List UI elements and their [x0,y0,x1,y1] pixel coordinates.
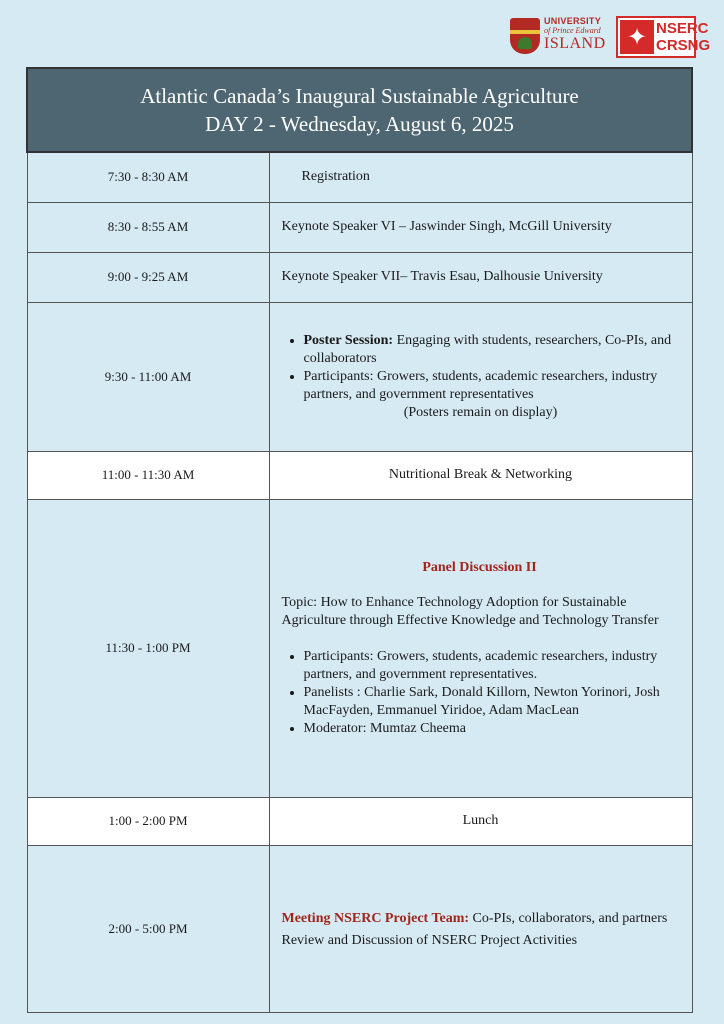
time-cell: 2:00 - 5:00 PM [27,845,269,1012]
schedule-table [26,67,693,1013]
event-cell [269,499,692,797]
table-row [27,202,692,252]
list-item: • Participants: Growers, students, academic researchers, industry partners, and government representatives [304,368,692,404]
panel-topic: Topic: How to Enhance Technology Adoption for Sustainable Agriculture through Effective Knowledge and Technology Transfer [281,595,659,628]
nserc-meeting-heading: Meeting NSERC Project Team: [281,910,470,926]
list-item: • Moderator: Mumtaz Cheema [304,720,678,738]
poster-session-label: Poster Session: [303,332,394,348]
table-row [27,252,692,302]
event-cell: Lunch [269,797,692,845]
event-cell [269,302,692,451]
nserc-logo-line2: CRSNG [656,37,711,54]
panel-list [282,648,678,738]
time-cell: 8:30 - 8:55 AM [27,202,269,252]
event-cell: Keynote Speaker VI – Jaswinder Singh, McGill University [269,202,692,252]
time-cell: 7:30 - 8:30 AM [27,152,269,202]
upei-logo-line1: UNIVERSITY [544,16,602,26]
poster-session-desc: Engaging with students, researchers, Co-PIs, and collaborators [303,332,672,366]
page-title: Atlantic Canada’s Inaugural Sustainable Agriculture [140,84,579,108]
list-item [304,332,692,368]
event-cell [269,845,692,1012]
nserc-logo-line1: NSERC [656,20,709,37]
time-cell: 11:30 - 1:00 PM [27,499,269,797]
poster-session-list [282,332,692,404]
upei-logo-line3: ISLAND [544,35,606,52]
upei-logo [508,16,608,58]
time-cell: 9:30 - 11:00 AM [27,302,269,451]
event-cell: Keynote Speaker VII– Travis Esau, Dalhousie University [269,252,692,302]
poster-note: (Posters remain on display) [403,404,558,420]
time-cell: 11:00 - 11:30 AM [27,451,269,499]
nserc-logo [616,16,711,58]
list-item: • Panelists : Charlie Sark, Donald Killorn, Newton Yorinori, Josh MacFayden, Emmanuel Yiridoe, Adam MacLean [304,684,678,720]
logos [508,16,711,58]
event-cell: Registration [269,152,692,202]
time-cell: 9:00 - 9:25 AM [27,252,269,302]
list-item: • Participants: Growers, students, academic researchers, industry partners, and government representatives. [304,648,678,684]
schedule-header [27,68,692,152]
table-row [27,845,692,1012]
upei-logo-line2: of Prince Edward [544,26,601,35]
panel-discussion-heading: Panel Discussion II [422,560,537,575]
table-row [27,499,692,797]
table-row [27,152,692,202]
upei-shield-icon [510,18,540,54]
day-subtitle: DAY 2 - Wednesday, August 6, 2025 [205,112,514,136]
time-cell: 1:00 - 2:00 PM [27,797,269,845]
event-cell: Nutritional Break & Networking [269,451,692,499]
nserc-meeting-desc: Co-PIs, collaborators, and partners [469,910,668,926]
table-row [27,302,692,451]
nserc-review-line: Review and Discussion of NSERC Project Activities [281,932,578,948]
maple-leaf-icon: ✦ [626,23,648,51]
table-row [27,797,692,845]
table-row [27,451,692,499]
